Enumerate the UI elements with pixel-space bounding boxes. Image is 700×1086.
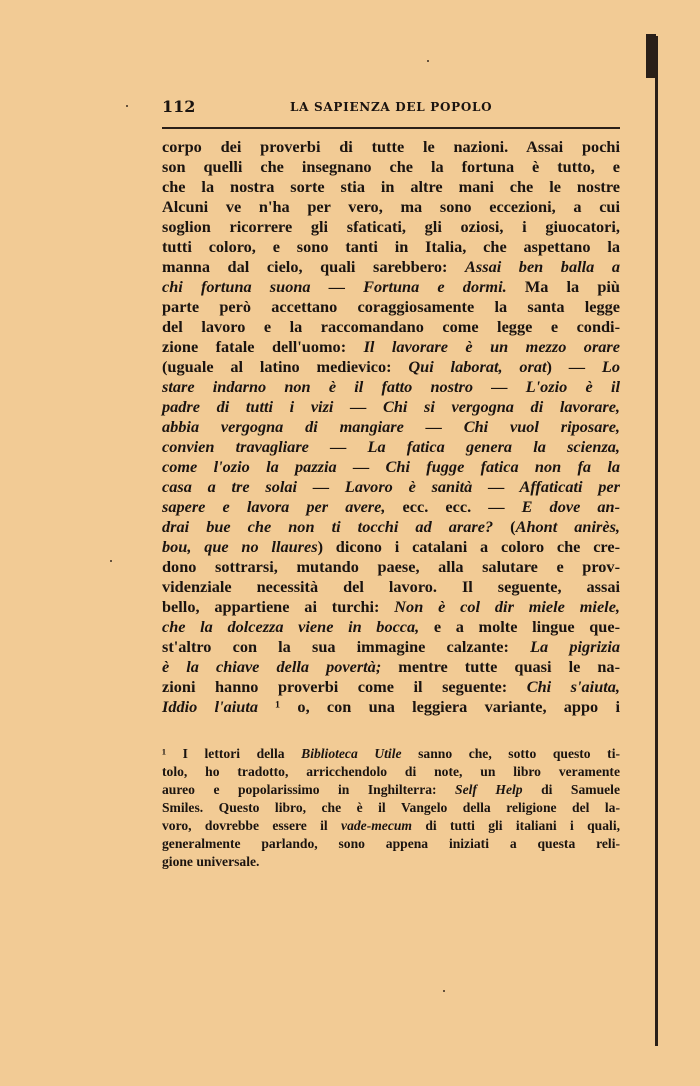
text-line <box>162 257 620 277</box>
italic-segment: Iddio l'aiuta <box>162 697 258 716</box>
text-segment: ) — <box>546 357 602 376</box>
text-line <box>162 577 620 597</box>
footnote-line <box>162 763 620 781</box>
paper-speck <box>443 990 445 992</box>
footnote <box>162 745 620 871</box>
text-line <box>162 177 620 197</box>
text-segment: manna dal cielo, quali sarebbero: <box>162 257 466 276</box>
text-segment: zione fatale dell'uomo: <box>162 337 364 356</box>
text-segment: ¹ o, con una leggiera variante, appo i <box>258 697 620 716</box>
italic-segment: convien travagliare — La fatica genera la scienza, <box>162 437 620 456</box>
page-header <box>162 97 620 119</box>
text-segment: Smiles. Questo libro, che è il Vangelo della religione del la- <box>162 800 620 815</box>
text-line <box>162 337 620 357</box>
text-segment: parte però accettano coraggiosamente la santa legge <box>162 297 620 316</box>
text-line <box>162 497 620 517</box>
text-segment: mentre tutte quasi le na- <box>381 657 620 676</box>
text-line <box>162 657 620 677</box>
paper-speck <box>126 105 128 107</box>
italic-segment: E dove an- <box>521 497 621 516</box>
italic-segment: Biblioteca Utile <box>301 746 402 761</box>
text-segment: gione universale. <box>162 854 260 869</box>
text-line <box>162 297 620 317</box>
text-segment: st'altro con la sua immagine calzante: <box>162 637 531 656</box>
text-line <box>162 157 620 177</box>
text-line <box>162 617 620 637</box>
footnote-line <box>162 835 620 853</box>
italic-segment: chi fortuna suona — Fortuna e dormi. <box>162 277 507 296</box>
italic-segment: drai bue che non ti tocchi ad arare? <box>162 517 494 536</box>
text-line <box>162 377 620 397</box>
text-line <box>162 477 620 497</box>
text-segment: che la nostra sorte stia in altre mani che le nostre <box>162 177 620 196</box>
text-segment: ( <box>493 517 516 536</box>
page-edge <box>655 36 658 1046</box>
text-segment: dono sottrarsi, mutando paese, alla salutare e prov- <box>162 557 620 576</box>
text-line <box>162 197 620 217</box>
italic-segment: Il lavorare è un mezzo orare <box>363 337 620 356</box>
italic-segment: Chi s'aiuta, <box>526 677 620 696</box>
italic-segment: La pigrizia <box>530 637 620 656</box>
footnote-line <box>162 853 620 871</box>
page-number: 112 <box>162 97 196 116</box>
text-line <box>162 637 620 657</box>
text-segment: son quelli che insegnano che la fortuna è tutto, e <box>162 157 620 176</box>
text-segment: tolo, ho tradotto, arricchendolo di note, un libro veramente <box>162 764 620 779</box>
italic-segment: Ahont anirès, <box>515 517 620 536</box>
text-line <box>162 217 620 237</box>
text-segment: tutti coloro, e sono tanti in Italia, che aspettano la <box>162 237 620 256</box>
paper-speck <box>110 560 112 562</box>
text-line <box>162 137 620 157</box>
text-segment: ) dicono i catalani a coloro che cre- <box>317 537 620 556</box>
text-segment: bello, appartiene ai turchi: <box>162 597 395 616</box>
italic-segment: stare indarno non è il fatto nostro — L'ozio è il <box>162 377 620 396</box>
text-line <box>162 697 620 717</box>
text-segment: di Samuele <box>522 782 620 797</box>
text-line <box>162 457 620 477</box>
footnote-line <box>162 799 620 817</box>
italic-segment: è la chiave della povertà; <box>162 657 382 676</box>
italic-segment: abbia vergogna di mangiare — Chi vuol riposare, <box>162 417 620 436</box>
italic-segment: vade-mecum <box>341 818 412 833</box>
body-text <box>162 137 620 717</box>
running-title: LA SAPIENZA DEL POPOLO <box>290 100 493 114</box>
italic-segment: Non è col dir miele miele, <box>394 597 620 616</box>
footnote-line <box>162 745 620 763</box>
text-line <box>162 317 620 337</box>
paper-speck <box>427 60 429 62</box>
text-segment: aureo e popolarissimo in Inghilterra: <box>162 782 456 797</box>
text-segment: zioni hanno proverbi come il seguente: <box>162 677 527 696</box>
text-line <box>162 437 620 457</box>
text-segment: generalmente parlando, sono appena iniziati a questa reli- <box>162 836 620 851</box>
text-line <box>162 277 620 297</box>
text-line <box>162 397 620 417</box>
text-segment: e a molte lingue que- <box>419 617 620 636</box>
footnote-line <box>162 781 620 799</box>
text-line <box>162 557 620 577</box>
italic-segment: Assai ben balla a <box>465 257 620 276</box>
text-line <box>162 417 620 437</box>
text-line <box>162 237 620 257</box>
footnote-line <box>162 817 620 835</box>
italic-segment: Qui laborat, orat <box>408 357 547 376</box>
text-segment: Ma la più <box>506 277 620 296</box>
text-segment: soglion ricorrere gli sfaticati, gli oziosi, i giuocatori, <box>162 217 620 236</box>
text-line <box>162 537 620 557</box>
italic-segment: che la dolcezza viene in bocca, <box>162 617 420 636</box>
italic-segment: padre di tutti i vizi — Chi si vergogna di lavorare, <box>162 397 620 416</box>
header-rule <box>162 127 620 129</box>
text-segment: ecc. ecc. — <box>385 497 522 516</box>
text-segment: Alcuni ve n'ha per vero, ma sono eccezioni, a cui <box>162 197 620 216</box>
italic-segment: come l'ozio la pazzia — Chi fugge fatica non fa la <box>162 457 620 476</box>
text-segment: sanno che, sotto questo ti- <box>401 746 621 761</box>
text-segment: ¹ I lettori della <box>162 746 302 761</box>
italic-segment: casa a tre solai — Lavoro è sanità — Affaticati per <box>162 477 620 496</box>
text-line <box>162 677 620 697</box>
text-segment: corpo dei proverbi di tutte le nazioni. Assai pochi <box>162 137 620 156</box>
text-segment: videnziale necessità del lavoro. Il seguente, assai <box>162 577 620 596</box>
text-segment: (uguale al latino medievico: <box>162 357 409 376</box>
italic-segment: bou, que no llaures <box>162 537 318 556</box>
text-segment: voro, dovrebbe essere il <box>162 818 342 833</box>
text-line <box>162 597 620 617</box>
italic-segment: Lo <box>601 357 620 376</box>
italic-segment: Self Help <box>455 782 523 797</box>
text-segment: del lavoro e la raccomandano come legge e condi- <box>162 317 620 336</box>
text-line <box>162 517 620 537</box>
italic-segment: sapere e lavora per avere, <box>162 497 386 516</box>
text-line <box>162 357 620 377</box>
text-segment: di tutti gli italiani i quali, <box>412 818 620 833</box>
